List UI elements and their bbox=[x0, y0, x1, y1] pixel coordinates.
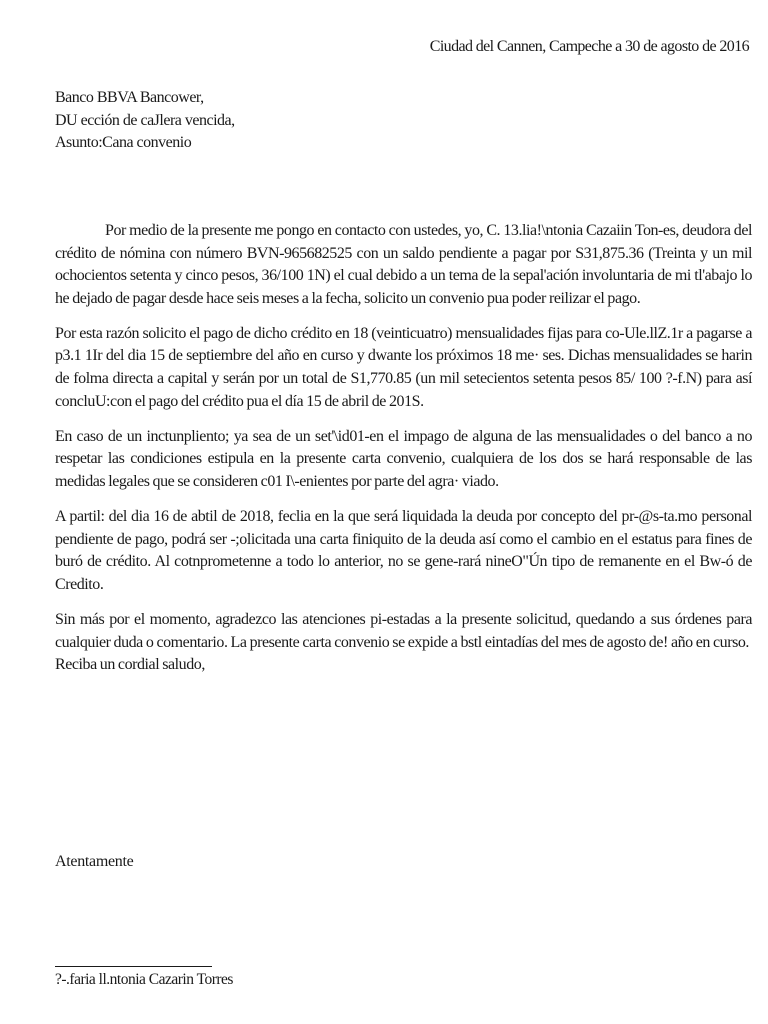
letter-date: Ciudad del Cannen, Campeche a 30 de agosto de 2016 bbox=[429, 38, 749, 55]
paragraph-introduction: Por medio de la presente me pongo en contacto con ustedes, yo, C. 13.lia!\ntonia Cazaiin Ton-es, deudora del crédito de nómina con número BVN-965682525 con un saldo pendiente a pagar por S31,875.36 (Treinta y un mil ochocientos setenta y cinco pesos, 36/100 1N) el cual debido a un tema de la sepal'ación involuntaria de mi tl'abajo lo he dejado de pagar desde hace seis meses a la fecha, solicito un convenio pua poder reilizar el pago. bbox=[55, 222, 752, 307]
recipient-department: DU ección de caJlera vencida, bbox=[55, 111, 235, 129]
recipient-block bbox=[55, 87, 235, 155]
paragraph-settlement: A partil: del dia 16 de abtil de 2018, feclia en la que será liquidada la deuda por concepto del pr-@s-ta.mo personal pendiente de pago, podrá ser -;olicitada una carta finiquito de la deuda así como el cambio en el estatus para fines de buró de crédito. Al cotnprometenne a todo lo anterior, no se gene-rará nineO"Ún tipo de remanente en el Bw-ó de Credito. bbox=[55, 508, 752, 593]
recipient-bank: Banco BBVA Bancower, bbox=[55, 89, 204, 106]
signature-line bbox=[55, 966, 212, 967]
paragraph-closing-remarks: Sin más por el momento, agradezco las atenciones pi-estadas a la presente solicitud, quedando a sus órdenes para cualquier duda o comentario. La presente carta convenio se expide a bstl eintadías del mes de agosto de! año en curso. bbox=[55, 610, 752, 651]
paragraph-noncompliance: En caso de un inctunpliento; ya sea de un set'\id01-en el impago de alguna de las mensualidades o del banco a no respetar las condiciones estipula en la presente carta convenio, cualquiera de los dos se hará responsable de las medidas legales que se consideren c01 I\-enientes por parte del agra· viado. bbox=[55, 427, 752, 490]
paragraph-payment-plan: Por esta razón solicito el pago de dicho crédito en 18 (veinticuatro) mensualidades fijas para co-Ule.llZ.1r a pagarse a p3.1 1Ir del dia 15 de septiembre del año en curso y dwante los próximos 18 me· ses. Dichas mensualidades se harin de folma directa a capital y serán por un total de S1,770.85 (un mil setecientos setenta pesos 85/ 100 ?-f.N) para así concluU:con el pago del crédito pua el día 15 de abril de 201S. bbox=[55, 324, 752, 410]
signature-name: ?-.faria ll.ntonia Cazarin Torres bbox=[55, 971, 233, 988]
letter-subject: Asunto:Cana convenio bbox=[55, 134, 192, 151]
closing-greeting: Reciba un cordial saludo, bbox=[55, 656, 205, 674]
letter-body bbox=[55, 220, 752, 677]
sign-off: Atentamente bbox=[55, 853, 134, 870]
